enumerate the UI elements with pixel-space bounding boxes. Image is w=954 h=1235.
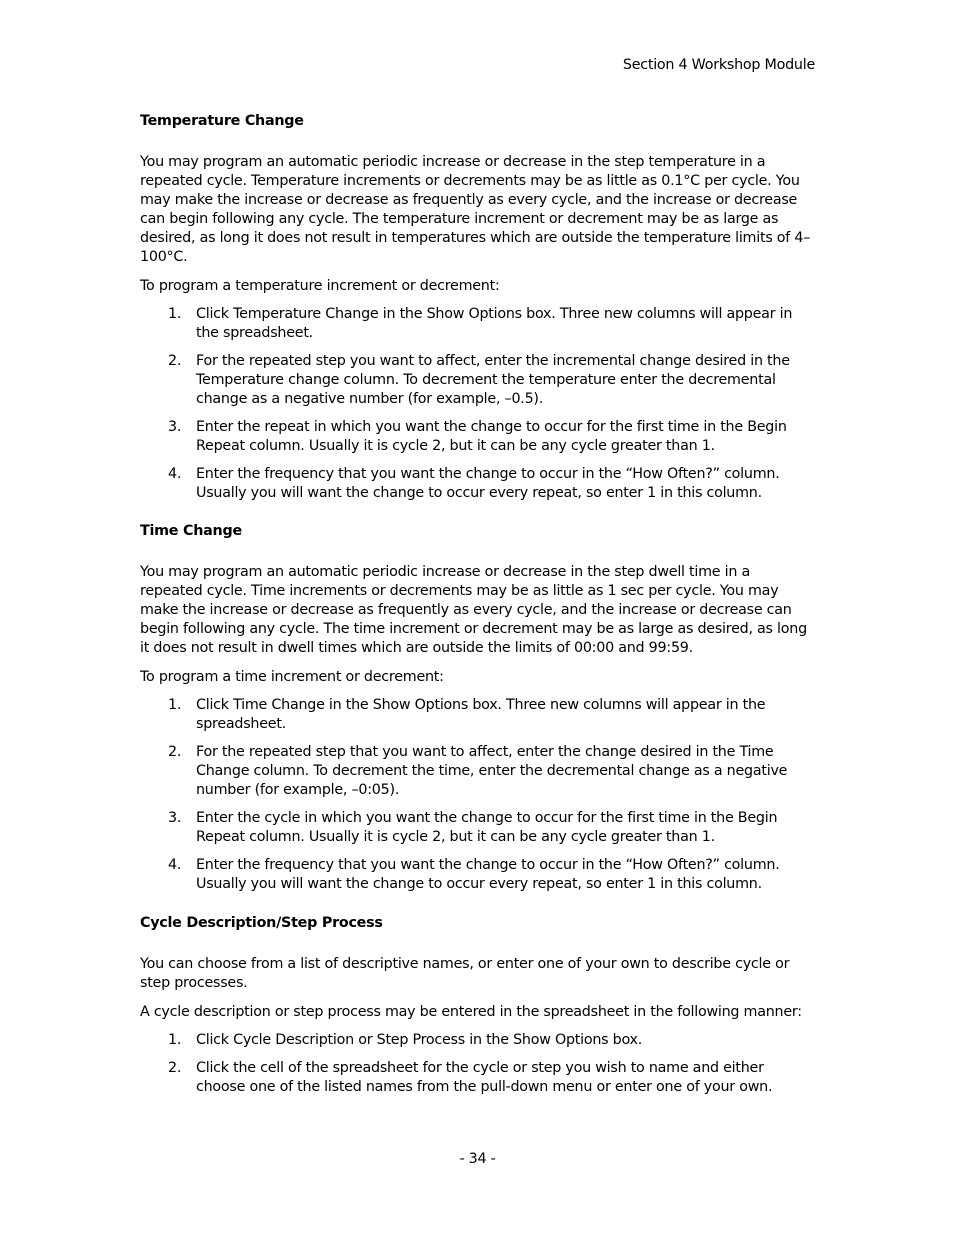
step-text: Click Time Change in the Show Options box. Three new columns will appear in the spreadsheet.: [196, 697, 766, 732]
section-heading: Temperature Change: [140, 113, 304, 129]
steps-list: [140, 1031, 815, 1097]
step-text: Enter the frequency that you want the change to occur in the “How Often?” column. Usually you will want the change to occur every repeat, so enter 1 in this column.: [196, 466, 780, 501]
section-time-change: [140, 522, 815, 903]
section-lead: A cycle description or step process may be entered in the spreadsheet in the following manner:: [140, 1004, 802, 1020]
step-number: 4.: [168, 466, 182, 482]
step-number: 2.: [168, 353, 182, 369]
section-cycle-description: [140, 914, 815, 1106]
document-page: [140, 0, 815, 1235]
step-text: For the repeated step you want to affect, enter the incremental change desired in the Temperature change column. To decrement the temperature enter the decremental change as a negative number (for example, –0.5).: [196, 353, 790, 407]
step-number: 2.: [168, 744, 182, 760]
list-item: [140, 696, 815, 734]
section-intro: You may program an automatic periodic increase or decrease in the step dwell time in a repeated cycle. Time increments or decrements may be as little as 1 sec per cycle. You may make the increase or decrease as frequently as every cycle, and the increase or decrease can begin following any cycle. The time increment or decrement may be as large as desired, as long it does not result in dwell times which are outside the limits of 00:00 and 99:59.: [140, 564, 807, 656]
section-lead: To program a time increment or decrement:: [140, 669, 444, 685]
page-number: - 34 -: [459, 1151, 496, 1167]
section-intro: You may program an automatic periodic increase or decrease in the step temperature in a repeated cycle. Temperature increments or decrements may be as little as 0.1°C per cycle. You may make the increase or decrease as frequently as every cycle, and the increase or decrease can begin following any cycle. The temperature increment or decrement may be as large as desired, as long it does not result in temperatures which are outside the temperature limits of 4–100°C.: [140, 154, 811, 265]
section-heading: Cycle Description/Step Process: [140, 915, 383, 931]
step-text: Enter the frequency that you want the change to occur in the “How Often?” column. Usually you will want the change to occur every repeat, so enter 1 in this column.: [196, 857, 780, 892]
step-text: Enter the repeat in which you want the change to occur for the first time in the Begin Repeat column. Usually it is cycle 2, but it can be any cycle greater than 1.: [196, 419, 787, 454]
list-item: [140, 418, 815, 456]
step-number: 1.: [168, 306, 182, 322]
step-text: For the repeated step that you want to affect, enter the change desired in the Time Change column. To decrement the time, enter the decremental change as a negative number (for example, –0:05).: [196, 744, 788, 798]
step-number: 1.: [168, 697, 182, 713]
step-number: 3.: [168, 810, 182, 826]
step-text: Click Cycle Description or Step Process in the Show Options box.: [196, 1032, 643, 1048]
list-item: [140, 352, 815, 409]
step-number: 2.: [168, 1060, 182, 1076]
list-item: [140, 305, 815, 343]
step-text: Enter the cycle in which you want the change to occur for the first time in the Begin Repeat column. Usually it is cycle 2, but it can be any cycle greater than 1.: [196, 810, 778, 845]
list-item: [140, 465, 815, 503]
list-item: [140, 1059, 815, 1097]
section-intro: You can choose from a list of descriptive names, or enter one of your own to describe cycle or step processes.: [140, 956, 790, 991]
step-text: Click the cell of the spreadsheet for the cycle or step you wish to name and either choose one of the listed names from the pull-down menu or enter one of your own.: [196, 1060, 773, 1095]
section-temperature-change: [140, 112, 815, 512]
running-header: Section 4 Workshop Module: [622, 57, 815, 73]
step-number: 4.: [168, 857, 182, 873]
step-number: 3.: [168, 419, 182, 435]
steps-list: [140, 305, 815, 503]
step-number: 1.: [168, 1032, 182, 1048]
list-item: [140, 809, 815, 847]
steps-list: [140, 696, 815, 894]
list-item: [140, 1031, 815, 1050]
list-item: [140, 856, 815, 894]
section-lead: To program a temperature increment or decrement:: [140, 278, 500, 294]
section-heading: Time Change: [140, 523, 242, 539]
list-item: [140, 743, 815, 800]
step-text: Click Temperature Change in the Show Options box. Three new columns will appear in the spreadsheet.: [196, 306, 793, 341]
